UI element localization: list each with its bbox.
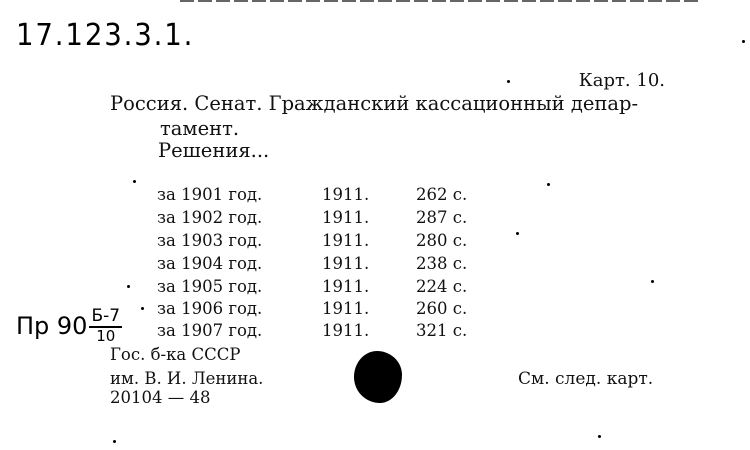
library-name-line-2: им. В. И. Ленина. [110, 369, 264, 388]
ink-speck [651, 280, 654, 283]
volume-published: 1911. [322, 254, 370, 273]
volume-pages: 280 с. [416, 231, 468, 250]
volume-year: за 1901 год. [157, 185, 263, 204]
subheading: Решения... [158, 139, 270, 162]
card-number: Карт. 10. [578, 70, 665, 91]
volume-pages: 321 с. [416, 321, 468, 340]
ink-speck [516, 232, 519, 235]
volume-pages: 260 с. [416, 299, 468, 318]
ink-speck [133, 180, 136, 183]
volume-year: за 1907 год. [157, 321, 263, 340]
volume-year: за 1904 год. [157, 254, 263, 273]
ink-speck [113, 440, 116, 443]
volume-published: 1911. [322, 231, 370, 250]
volume-published: 1911. [322, 299, 370, 318]
volume-published: 1911. [322, 208, 370, 227]
shelf-mark-denominator: 10 [96, 327, 116, 345]
volume-year: за 1905 год. [157, 277, 263, 296]
volume-published: 1911. [322, 185, 370, 204]
volume-published: 1911. [322, 321, 370, 340]
heading-line-1: Россия. Сенат. Гражданский кассационный депар- [110, 92, 639, 115]
see-next-card: См. след. карт. [518, 369, 654, 389]
ink-speck [141, 307, 144, 310]
library-name-line-1: Гос. б-ка СССР [110, 345, 241, 364]
library-order-number: 20104 — 48 [110, 388, 211, 407]
volume-year: за 1906 год. [157, 299, 263, 318]
shelf-mark-fraction [89, 308, 122, 344]
shelf-mark-numerator: Б-7 [91, 306, 121, 326]
shelf-mark-base: Пр 90 [16, 312, 88, 340]
volume-pages: 224 с. [416, 277, 468, 296]
ink-speck [127, 285, 130, 288]
volume-pages: 262 с. [416, 185, 468, 204]
volume-published: 1911. [322, 277, 370, 296]
call-number: 17.123.3.1. [16, 18, 195, 53]
heading-line-2: тамент. [160, 117, 240, 140]
ink-speck [507, 80, 510, 83]
ink-speck [598, 435, 601, 438]
shelf-mark [16, 308, 122, 344]
volume-pages: 238 с. [416, 254, 468, 273]
volume-year: за 1902 год. [157, 208, 263, 227]
volume-pages: 287 с. [416, 208, 468, 227]
ink-speck [547, 183, 550, 186]
ink-speck [742, 40, 745, 43]
card-top-edge [180, 0, 700, 2]
ink-stamp-blot [354, 351, 402, 403]
volume-year: за 1903 год. [157, 231, 263, 250]
